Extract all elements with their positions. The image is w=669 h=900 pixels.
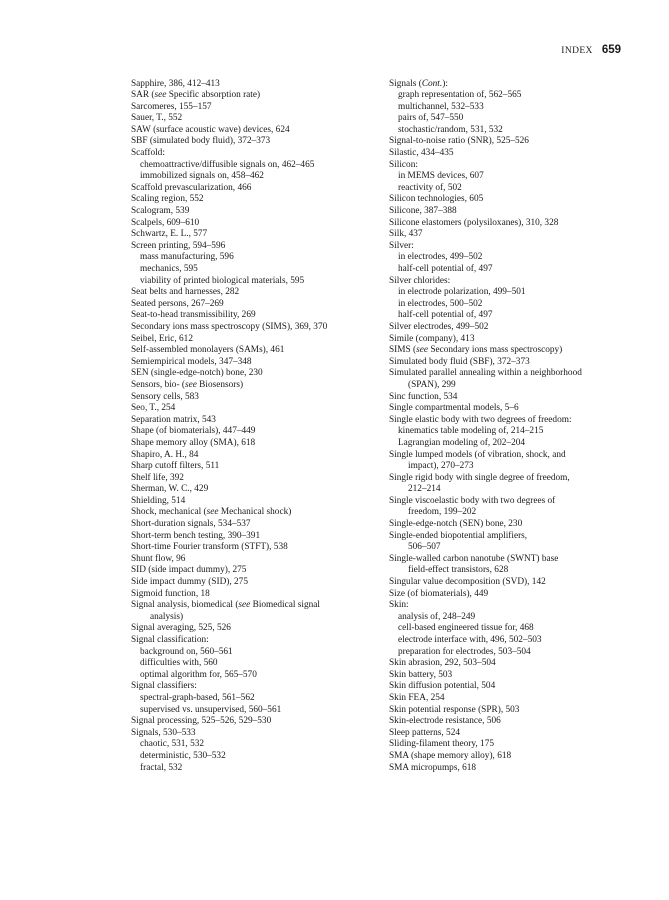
index-entry: Silver electrodes, 499–502 — [389, 321, 489, 332]
index-entry: SAW (surface acoustic wave) devices, 624 — [131, 124, 290, 135]
index-subentry: immobilized signals on, 458–462 — [140, 171, 264, 182]
entry-text: Secondary ions mass spectroscopy) — [428, 345, 563, 356]
index-entry: Self-assembled monolayers (SAMs), 461 — [131, 345, 285, 356]
entry-text: Shock, mechanical ( — [131, 507, 207, 518]
index-entry: Shape memory alloy (SMA), 618 — [131, 437, 256, 448]
index-entry: SBF (simulated body fluid), 372–373 — [131, 136, 271, 147]
index-entry: Short-time Fourier transform (STFT), 538 — [131, 542, 288, 553]
index-entry: Silicon technologies, 605 — [389, 194, 484, 205]
index-entry: Seat belts and harnesses, 282 — [131, 287, 240, 298]
index-entry: Silver: — [389, 240, 414, 251]
index-entry: Single-edge-notch (SEN) bone, 230 — [389, 519, 523, 530]
index-subentry: spectral-graph-based, 561–562 — [140, 692, 255, 703]
index-subentry: fractal, 532 — [140, 762, 183, 773]
index-entry: Sapphire, 386, 412–413 — [131, 78, 220, 89]
index-entry-continuation: impact), 270–273 — [408, 461, 474, 472]
entry-text: ): — [442, 78, 448, 89]
cross-reference-term: Cont. — [421, 78, 443, 89]
index-subentry: electrode interface with, 496, 502–503 — [398, 635, 542, 645]
index-entry: Sinc function, 534 — [389, 391, 458, 402]
index-entry — [131, 507, 381, 519]
index-entry: Single compartmental models, 5–6 — [389, 403, 519, 414]
index-entry: Sharp cutoff filters, 511 — [131, 461, 220, 472]
index-entry: Secondary ions mass spectroscopy (SIMS), 369, 370 — [131, 321, 328, 332]
index-entry: Size (of biomaterials), 449 — [389, 588, 489, 599]
running-header — [561, 44, 621, 56]
cross-reference-term: see — [416, 345, 428, 356]
index-entry: Skin diffusion potential, 504 — [389, 681, 496, 692]
index-entry: Shapiro, A. H., 84 — [131, 449, 199, 460]
index-subentry: difficulties with, 560 — [140, 658, 218, 669]
index-entry: Seibel, Eric, 612 — [131, 333, 193, 344]
index-subentry: chaotic, 531, 532 — [140, 739, 205, 750]
index-entry: Scalpels, 609–610 — [131, 217, 200, 228]
index-subentry: pairs of, 547–550 — [398, 113, 464, 124]
entry-text: Biosensors) — [196, 379, 244, 390]
index-entry: Seated persons, 267–269 — [131, 298, 224, 309]
index-subentry: stochastic/random, 531, 532 — [398, 124, 503, 135]
index-subentry: mechanics, 595 — [140, 264, 198, 274]
index-column-left — [131, 79, 381, 775]
index-entry: Sliding-filament theory, 175 — [389, 739, 495, 750]
index-entry: Semiempirical models, 347–348 — [131, 356, 252, 367]
index-subentry: in electrode polarization, 499–501 — [398, 287, 526, 298]
index-subentry: in electrodes, 499–502 — [398, 252, 483, 263]
index-subentry: analysis of, 248–249 — [398, 611, 476, 622]
entry-text: Signal analysis, biomedical ( — [131, 600, 239, 611]
index-entry: Scaffold prevascularization, 466 — [131, 182, 252, 193]
index-entry: Single viscoelastic body with two degrees of — [389, 495, 556, 506]
cross-reference-term: see — [206, 507, 219, 518]
index-entry — [389, 345, 625, 357]
index-entry — [389, 79, 625, 91]
index-entry: Sigmoid function, 18 — [131, 588, 210, 599]
index-entry: Scalogram, 539 — [131, 206, 190, 217]
index-entry: Simulated parallel annealing within a neighborhood — [389, 368, 582, 379]
index-entry: Skin abrasion, 292, 503–504 — [389, 658, 496, 669]
index-subentry: cell-based engineered tissue for, 468 — [398, 623, 534, 634]
index-subentry: half-cell potential of, 497 — [398, 264, 493, 274]
index-subentry: preparation for electrodes, 503–504 — [398, 646, 531, 657]
index-entry: Single elastic body with two degrees of freedom: — [389, 414, 572, 425]
index-subentry: kinematics table modeling of, 214–215 — [398, 426, 544, 437]
index-entry: Skin potential response (SPR), 503 — [389, 704, 520, 715]
cross-reference-term: see — [238, 600, 251, 611]
section-title: INDEX — [561, 46, 593, 56]
index-entry-continuation: field-effect transistors, 628 — [408, 565, 509, 576]
index-entry: Sensory cells, 583 — [131, 391, 199, 402]
index-entry — [131, 600, 381, 612]
entry-text: Specific absorption rate) — [166, 90, 261, 101]
index-entry: Single rigid body with single degree of freedom, — [389, 472, 570, 483]
index-entry: Sauer, T., 552 — [131, 113, 183, 124]
index-entry-continuation: (SPAN), 299 — [408, 379, 456, 390]
index-entry: Simulated body fluid (SBF), 372–373 — [389, 356, 530, 367]
index-entry: Single-walled carbon nanotube (SWNT) base — [389, 553, 559, 564]
index-entry: Skin: — [389, 600, 409, 611]
index-entry: Seo, T., 254 — [131, 403, 176, 414]
index-entry: Silicon: — [389, 159, 418, 170]
index-entry: Silver chlorides: — [389, 275, 451, 286]
index-entry: Simile (company), 413 — [389, 333, 475, 344]
index-entry: Skin battery, 503 — [389, 669, 453, 680]
index-entry: Screen printing, 594–596 — [131, 240, 226, 251]
entry-text: SIMS ( — [389, 345, 417, 356]
index-entry — [131, 90, 381, 102]
index-entry: Scaffold: — [131, 148, 165, 159]
index-entry: Silastic, 434–435 — [389, 148, 454, 159]
index-subentry: graph representation of, 562–565 — [398, 90, 522, 101]
index-entry: Seat-to-head transmissibility, 269 — [131, 310, 256, 321]
index-entry: Schwartz, E. L., 577 — [131, 229, 208, 240]
index-subentry: mass manufacturing, 596 — [140, 252, 234, 263]
index-entry: Signal processing, 525–526, 529–530 — [131, 716, 272, 727]
index-entry: Side impact dummy (SID), 275 — [131, 577, 248, 588]
index-entry: Shielding, 514 — [131, 495, 186, 506]
index-entry: Single lumped models (of vibration, shock, and — [389, 449, 566, 460]
index-entry: SMA (shape memory alloy), 618 — [389, 750, 512, 761]
index-entry: Single-ended biopotential amplifiers, — [389, 530, 528, 541]
index-entry: SID (side impact dummy), 275 — [131, 565, 247, 576]
page-number: 659 — [601, 44, 621, 56]
index-entry: Signal-to-noise ratio (SNR), 525–526 — [389, 136, 529, 147]
index-subentry: in MEMS devices, 607 — [398, 171, 484, 182]
index-subentry: half-cell potential of, 497 — [398, 310, 493, 321]
entry-text: Mechanical shock) — [218, 507, 292, 518]
entry-text: SAR ( — [131, 90, 155, 101]
index-entry: Scaling region, 552 — [131, 194, 204, 205]
index-entry: Separation matrix, 543 — [131, 414, 216, 425]
index-entry: Shape (of biomaterials), 447–449 — [131, 426, 256, 437]
index-subentry: viability of printed biological materials, 595 — [140, 275, 305, 286]
cross-reference-term: see — [184, 379, 197, 390]
index-entry: Silicone elastomers (polysiloxanes), 310, 328 — [389, 217, 559, 228]
index-entry: Silicone, 387–388 — [389, 206, 457, 217]
index-subentry: Lagrangian modeling of, 202–204 — [398, 437, 526, 448]
entry-text: Signals ( — [389, 78, 422, 89]
index-entry: Signal classification: — [131, 635, 209, 645]
index-entry — [131, 380, 381, 392]
entry-text: Sensors, bio- ( — [131, 379, 185, 390]
index-entry: Skin-electrode resistance, 506 — [389, 716, 501, 727]
index-entry: Sarcomeres, 155–157 — [131, 101, 212, 112]
index-subentry: multichannel, 532–533 — [398, 101, 484, 112]
index-entry-continuation: 212–214 — [408, 484, 441, 495]
index-entry: SMA micropumps, 618 — [389, 762, 477, 773]
index-entry: Short-term bench testing, 390–391 — [131, 530, 261, 541]
index-entry: Signal classifiers: — [131, 681, 197, 692]
index-entry-continuation: 506–507 — [408, 542, 441, 553]
cross-reference-term: see — [154, 90, 167, 101]
index-entry: Signals, 530–533 — [131, 727, 196, 738]
index-entry: Shunt flow, 96 — [131, 553, 186, 564]
index-entry: Singular value decomposition (SVD), 142 — [389, 577, 546, 588]
index-column-right — [389, 79, 625, 775]
index-entry: Silk, 437 — [389, 229, 423, 240]
index-subentry: deterministic, 530–532 — [140, 750, 226, 761]
index-subentry: optimal algorithm for, 565–570 — [140, 669, 257, 680]
index-entry-continuation: freedom, 199–202 — [408, 507, 477, 518]
index-entry: Sleep patterns, 524 — [389, 727, 461, 738]
entry-text: Biomedical signal — [250, 600, 321, 611]
index-subentry: chemoattractive/diffusible signals on, 462–465 — [140, 159, 315, 170]
index-subentry: background on, 560–561 — [140, 646, 233, 657]
index-entry: Signal averaging, 525, 526 — [131, 623, 231, 634]
index-entry: Sherman, W. C., 429 — [131, 484, 209, 495]
index-entry: Shelf life, 392 — [131, 472, 184, 483]
index-entry: Short-duration signals, 534–537 — [131, 519, 251, 530]
index-subentry: reactivity of, 502 — [398, 182, 462, 193]
index-entry: Skin FEA, 254 — [389, 692, 445, 703]
index-entry-continuation: analysis) — [150, 611, 184, 622]
index-entry: SEN (single-edge-notch) bone, 230 — [131, 368, 263, 379]
index-subentry: in electrodes, 500–502 — [398, 298, 483, 309]
index-subentry: supervised vs. unsupervised, 560–561 — [140, 704, 282, 715]
